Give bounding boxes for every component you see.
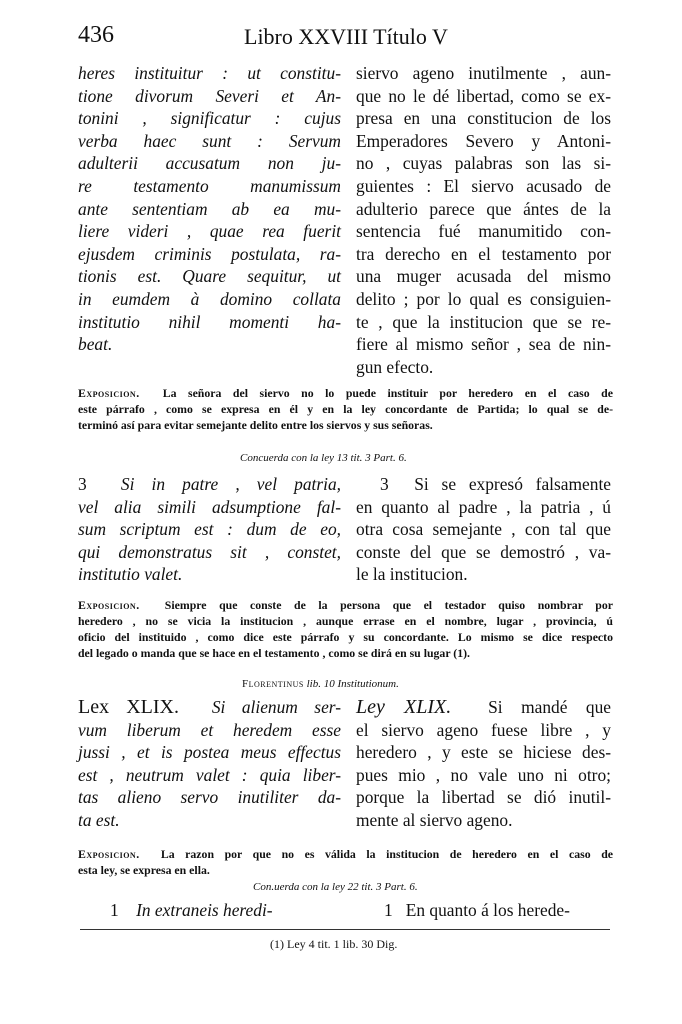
exposicion-text: La razon por que no es válida la institucion de heredero en el caso de: [160, 847, 613, 861]
latin-line: ante sententiam ab ea mu-: [78, 198, 341, 219]
spanish-line: sentencia fué manumitido con-: [356, 221, 611, 242]
latin-line: vel alia simili adsumptione fal-: [78, 496, 341, 517]
spanish-line: heredero , y este se hiciese des-: [356, 742, 611, 763]
spanish-line: gun efecto.: [356, 356, 434, 377]
latin-line: tionis est. Quare sequitur, ut: [78, 266, 341, 287]
spanish-line: tra derecho en el testamento por: [356, 243, 611, 264]
exposicion-label: Exposicion.: [78, 847, 140, 861]
exposicion-text: oficio del instituido , como dice este párrafo y su concordante. Lo mismo se dice respecto: [78, 630, 613, 644]
spanish-line: pues mio , no vale uno ni otro;: [356, 764, 611, 785]
exposicion-text: Siempre que conste de la persona que el testador quiso nombrar por: [164, 598, 613, 612]
spanish-line: mente al siervo ageno.: [356, 809, 513, 830]
spanish-line: conste del que se demostró , va-: [356, 541, 611, 562]
latin-line: beat.: [78, 334, 113, 355]
spanish-line: En quanto á los herede-: [405, 900, 570, 920]
exposicion-text: esta ley, se expresa en ella.: [78, 863, 210, 877]
spanish-line: le la institucion.: [356, 564, 468, 585]
latin-line: adulterii accusatum non ju-: [78, 153, 341, 174]
spanish-line: presa en una constitucion de los: [356, 108, 611, 129]
latin-line: qui demonstratus sit , constet,: [78, 541, 341, 562]
latin-line: tonini , significatur : cujus: [78, 108, 341, 129]
spanish-line: Emperadores Severo y Antoni-: [356, 130, 611, 151]
spanish-line: otra cosa semejante , con tal que: [356, 519, 611, 540]
latin-column-2: [78, 473, 341, 586]
exposicion-2: [78, 597, 613, 661]
spanish-line: Si se expresó falsamente: [414, 474, 611, 494]
spanish-line: que no le dé libertad, como se ex-: [356, 85, 611, 106]
exposicion-text: del legado o manda que se hace en el testamento , como se dirá en su lugar (1).: [78, 646, 471, 660]
spanish-line: adulterio parece que ántes de la: [356, 198, 611, 219]
spanish-line: fiere al mismo señor , sea de nin-: [356, 334, 611, 355]
concordance-ref-1: Concuerda con la ley 13 tit. 3 Part. 6.: [240, 452, 407, 464]
paragraph-number: 3: [78, 474, 87, 494]
latin-line: tas alieno servo inutiliter da-: [78, 787, 341, 808]
latin-line: heres instituitur : ut constitu-: [78, 63, 341, 83]
exposicion-1: [78, 385, 613, 433]
latin-column-1: [78, 62, 341, 356]
spanish-line: siervo ageno inutilmente , aun-: [356, 63, 611, 83]
spanish-line: guientes : El siervo acusado de: [356, 175, 611, 196]
concordance-ref-3: Con.uerda con la ley 22 tit. 3 Part. 6.: [253, 881, 418, 893]
ley-label: Ley XLIX.: [356, 696, 452, 718]
spanish-line: delito ; por lo qual es consiguien-: [356, 288, 611, 309]
latin-line: re testamento manumissum: [78, 175, 341, 196]
exposicion-text: este párrafo , como se expresa en él y en la ley concordante de Partida; lo qual se de-: [78, 402, 613, 416]
exposicion-label: Exposicion.: [78, 598, 140, 612]
exposicion-label: Exposicion.: [78, 386, 140, 400]
latin-line: vum liberum et heredem esse: [78, 719, 341, 740]
paragraph-number: 3: [380, 474, 389, 494]
lex-label: Lex XLIX.: [78, 696, 179, 718]
page-header: [78, 22, 618, 52]
paragraph-number: 1: [110, 900, 119, 920]
latin-column-3: [78, 696, 341, 832]
page-number: 436: [78, 22, 114, 48]
spanish-line: el siervo ageno fuese libre , y: [356, 719, 611, 740]
source-text: lib. 10 Institutionum.: [306, 678, 399, 690]
latin-line: verba haec sunt : Servum: [78, 130, 341, 151]
author-name: Florentinus: [242, 678, 304, 690]
exposicion-text: La señora del siervo no lo puede instituir por heredero en el caso de: [162, 386, 613, 400]
latin-line: In extraneis heredi-: [136, 900, 273, 920]
latin-column-4: [110, 899, 350, 922]
spanish-column-1: [356, 62, 611, 378]
exposicion-text: terminó así para evitar semejante delito entre los siervos y sus señoras.: [78, 418, 433, 432]
latin-line: liere videri , quae rea fuerit: [78, 221, 341, 242]
spanish-column-3: [356, 696, 611, 832]
latin-line: institutio nihil momenti ha-: [78, 311, 341, 332]
latin-line: institutio valet.: [78, 564, 183, 585]
spanish-line: porque la libertad se dió inutil-: [356, 787, 611, 808]
source-ref-2: [242, 678, 399, 690]
exposicion-text: heredero , no se vicia la institucion , aunque errase en el nombre, lugar , provincia, ú: [78, 614, 613, 628]
spanish-line: en quanto al padre , la patria , ú: [356, 496, 611, 517]
latin-line: sum scriptum est : dum de eo,: [78, 519, 341, 540]
latin-line: in eumdem à domino collata: [78, 288, 341, 309]
latin-line: ejusdem criminis postulata, ra-: [78, 243, 341, 264]
paragraph-number: 1: [384, 900, 393, 920]
footnote: (1) Ley 4 tit. 1 lib. 30 Dig.: [270, 937, 398, 951]
spanish-line: te , que la institucion que se re-: [356, 311, 611, 332]
latin-line: tione divorum Severi et An-: [78, 85, 341, 106]
footnote-rule: [80, 929, 610, 930]
latin-line: jussi , et is postea meus effectus: [78, 742, 341, 763]
spanish-column-2: [356, 473, 611, 586]
latin-line: Si in patre , vel patria,: [120, 474, 341, 494]
spanish-line: una muger acusada del mismo: [356, 266, 611, 287]
spanish-line: Si mandé que: [488, 697, 612, 717]
latin-line: Si alienum ser-: [211, 697, 341, 717]
running-title: Libro XXVIII Título V: [244, 24, 448, 49]
spanish-line: no , cuyas palabras son las si-: [356, 153, 611, 174]
spanish-column-4: [384, 899, 614, 922]
exposicion-3: [78, 846, 613, 878]
latin-line: est , neutrum valet : quia liber-: [78, 764, 341, 785]
latin-line: ta est.: [78, 809, 120, 830]
